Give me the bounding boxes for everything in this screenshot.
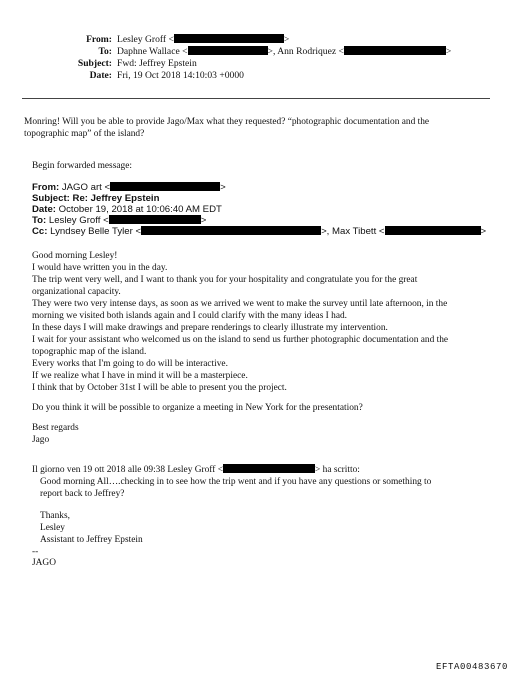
redaction-bar <box>109 215 201 224</box>
forward-cc-tail: > <box>480 226 487 237</box>
body-line: Monring! Will you be able to provide Jago/Max what they requested? “photographic documentation and the <box>24 117 430 127</box>
header-from-tail: > <box>283 34 290 45</box>
quoted-line: Good morning All….checking in to see how the trip went and if you have any questions or something to <box>40 477 432 487</box>
header-to-label: To: <box>98 46 112 57</box>
redaction-bar <box>174 34 284 43</box>
forwarded-label: Begin forwarded message: <box>32 161 132 171</box>
letter-line: In these days I will make drawings and prepare renderings to clearly illustrate my intervention. <box>32 323 388 333</box>
letter-line: The trip went very well, and I want to thank you for your hospitality and congratulate you for the great <box>32 275 418 285</box>
forward-from-name: JAGO art < <box>61 182 111 193</box>
quoted-line: Lesley <box>40 523 65 533</box>
letter-line: organizational capacity. <box>32 287 121 297</box>
letter-line: Do you think it will be possible to organize a meeting in New York for the presentation? <box>32 403 363 413</box>
letter-line: I think that by October 31st I will be able to present you the project. <box>32 383 287 393</box>
letter-line: I wait for your assistant who welcomed us on the island to send us further photographic documentation and the <box>32 335 449 345</box>
quoted-line: report back to Jeffrey? <box>40 489 125 499</box>
forward-cc-sep: >, Max Tibett < <box>321 226 385 237</box>
forward-from-label: From: <box>32 182 60 193</box>
forward-to-tail: > <box>200 215 207 226</box>
forward-cc <box>32 226 486 238</box>
forward-subject-label: Subject: <box>32 193 70 204</box>
header-from-label: From: <box>86 34 112 45</box>
letter-line: They were two very intense days, as soon as we arrived we went to make the survey until late afternoon, in the <box>32 299 448 309</box>
document-id: EFTA00483670 <box>436 662 509 672</box>
quoted-line: Assistant to Jeffrey Epstein <box>40 535 143 545</box>
redaction-bar <box>344 46 446 55</box>
quoted-intro-a: Il giorno ven 19 ott 2018 alle 09:38 Lesley Groff < <box>32 465 224 475</box>
header-to-value <box>117 46 451 58</box>
redaction-bar <box>188 46 268 55</box>
header-divider <box>22 98 490 99</box>
forward-to-name: Lesley Groff < <box>48 215 109 226</box>
quoted-line: Thanks, <box>40 511 70 521</box>
forward-subject-value: Re: Jeffrey Epstein <box>72 193 160 204</box>
forward-date-value: October 19, 2018 at 10:06:40 AM EDT <box>58 204 222 215</box>
header-date-value: Fri, 19 Oct 2018 14:10:03 +0000 <box>117 70 244 81</box>
redaction-bar <box>385 226 481 235</box>
signature: JAGO <box>32 558 56 568</box>
letter-line: topographic map of the island. <box>32 347 147 357</box>
header-to-name1: Daphne Wallace < <box>117 46 188 57</box>
forward-date-label: Date: <box>32 204 56 215</box>
signature-dash: -- <box>32 547 39 557</box>
header-to-sep: >, Ann Rodriquez < <box>267 46 344 57</box>
letter-line: Every works that I'm going to do will be interactive. <box>32 359 228 369</box>
header-from-value <box>117 34 289 46</box>
letter-line: I would have written you in the day. <box>32 263 168 273</box>
header-from-name: Lesley Groff < <box>117 34 174 45</box>
letter-line: morning we visited both islands again and I could clarify with the many ideas I had. <box>32 311 348 321</box>
letter-line: Best regards <box>32 423 79 433</box>
header-date-label: Date: <box>89 70 112 81</box>
forward-to-label: To: <box>32 215 47 226</box>
quoted-intro <box>32 464 360 476</box>
redaction-bar <box>223 464 315 473</box>
letter-line: Good morning Lesley! <box>32 251 118 261</box>
forward-cc-label: Cc: <box>32 226 48 237</box>
forward-cc-name1: Lyndsey Belle Tyler < <box>50 226 142 237</box>
body-line: topographic map” of the island? <box>24 129 145 139</box>
header-subject-label: Subject: <box>77 58 112 69</box>
redaction-bar <box>141 226 321 235</box>
redaction-bar <box>110 182 220 191</box>
letter-line: If we realize what I have in mind it will be a masterpiece. <box>32 371 248 381</box>
quoted-intro-b: > ha scritto: <box>315 465 360 475</box>
letter-line: Jago <box>32 435 50 445</box>
header-to-tail: > <box>445 46 452 57</box>
forward-from-tail: > <box>220 182 226 193</box>
header-subject-value: Fwd: Jeffrey Epstein <box>117 58 197 69</box>
